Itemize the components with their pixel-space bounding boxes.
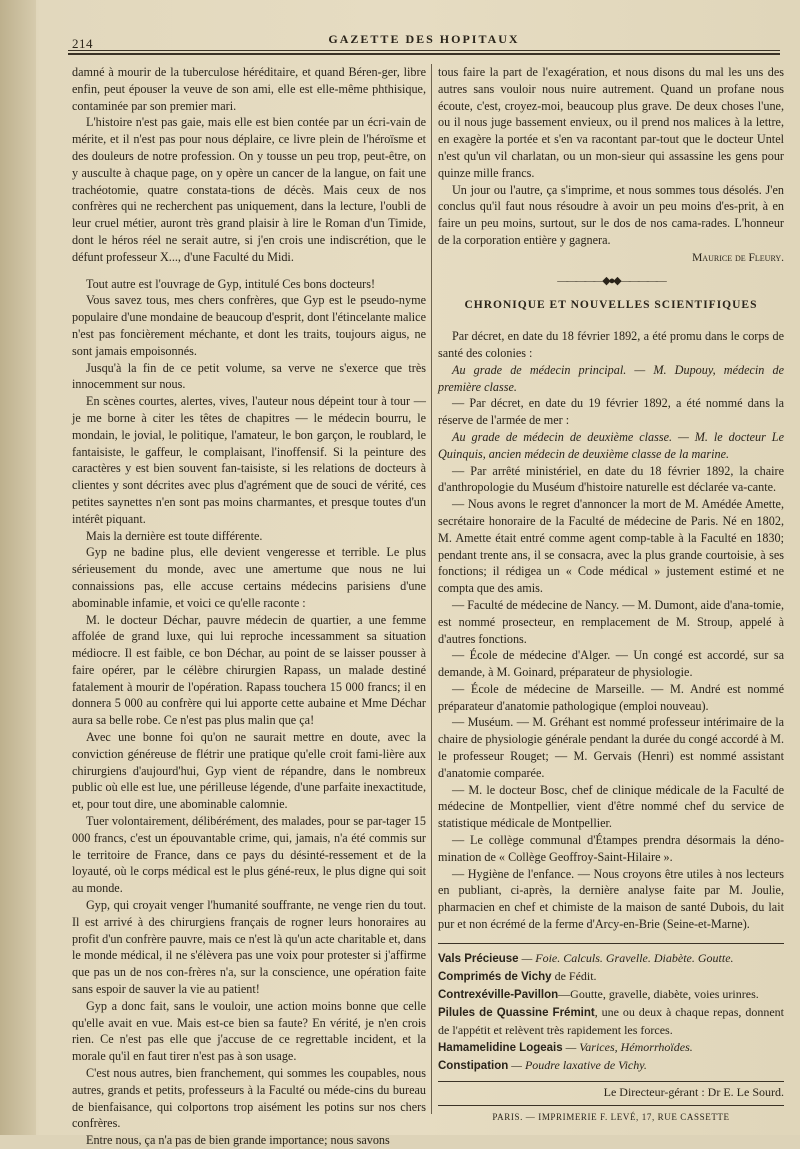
paragraph: M. le docteur Déchar, pauvre médecin de quartier, a une femme affolée de grand luxe, qui lui reproche incessamment sa situation médiocre. Il est faible, ce bon Déchar, au point de se laisser pousser à faire opérer, par le célèbre chirurgien Rapass, un malade destiné fatalement à mourir de l'opération. Rapass touchera 15 000 francs; il en donnera 5 000 au confrère qui lui apporte cette aubaine et Mme Déchar aura sa belle robe. Ce n'est pas plus malin que ça! xyxy=(72,612,426,728)
page-header xyxy=(68,28,780,54)
news-item: Au grade de médecin principal. — M. Dupouy, médecin de première classe. xyxy=(438,362,784,394)
column-divider xyxy=(431,64,432,1114)
news-item: — École de médecine de Marseille. — M. André est nommé préparateur d'anatomie pathologique (emploi nouveau). xyxy=(438,681,784,713)
ad-product-name: Contrexéville-Pavillon xyxy=(438,988,559,1001)
news-item: — M. le docteur Bosc, chef de clinique médicale de la Faculté de médecine de Montpellier, vient d'être nommé chef du service de statistique médicale de Montpellier. xyxy=(438,782,784,831)
paragraph: Gyp a donc fait, sans le vouloir, une action moins bonne que celle qu'elle avait en vue. Mais est-ce bien sa faute? En vérité, je n'en crois rien. Ce n'est pas elle que j'accuse de ce regrettable incident, et la morale qu'il en faut tirer n'est pas à son usage. xyxy=(72,998,426,1064)
ad-product-name: Constipation xyxy=(438,1059,509,1072)
news-item: — Muséum. — M. Gréhant est nommé professeur intérimaire de la chaire de physiologie générale pendant la durée du congé accordé à M. le professeur Rouget; — M. Gervais (Henri) est nommé assistant d'anatomie comparée. xyxy=(438,715,784,780)
ad-description: , une ou deux à chaque repas, donnent de l'appétit et relèvent très rapidement les forces. xyxy=(438,1004,784,1037)
page-number: 214 xyxy=(72,36,93,51)
page-binding-edge xyxy=(0,0,36,1135)
ad-product-name: Hamamelidine Logeais xyxy=(438,1041,563,1054)
news-item: — Faculté de médecine de Nancy. — M. Dumont, aide d'ana-tomie, est nommé prosecteur, en remplacement de M. Stroup, appelé à d'autres fonctions. xyxy=(438,597,784,646)
ad-description: — Poudre laxative de Vichy. xyxy=(508,1057,647,1072)
paragraph: Tout autre est l'ouvrage de Gyp, intitulé Ces bons docteurs! xyxy=(86,276,376,291)
newspaper-title: GAZETTE DES HOPITAUX xyxy=(328,32,520,46)
news-item: Au grade de médecin de deuxième classe. — M. le docteur Le Quinquis, ancien médecin de deuxième classe de la marine. xyxy=(438,429,784,461)
printer-imprint: PARIS. — IMPRIMERIE F. LEVÉ, 17, RUE CASSETTE xyxy=(438,1105,784,1126)
news-item: — École de médecine d'Alger. — Un congé est accordé, sur sa demande, à M. Goinard, préparateur de physiologie. xyxy=(438,648,784,680)
news-item: — Hygiène de l'enfance. — Nous croyons être utiles à nos lecteurs en publiant, ci-après, la dernière analyse faite par M. Joulie, pharmacien en chef et chimiste de la maison de santé Dubois, du lait pur et non écrémé de la ferme d'Arcy-en-Brie (Seine-et-Marne). xyxy=(438,866,784,932)
news-item: — Par arrêté ministériel, en date du 18 février 1892, la chaire d'anthropologie du Muséum d'histoire naturelle est déclarée va-cante. xyxy=(438,463,784,495)
paragraph: C'est nous autres, bien franchement, qui sommes les coupables, nous autres, grands et petits, professeurs à la Faculté ou méde-cins du bureau de bienfaisance, qui colportons trop aisément les potins sur nos chers confrères. xyxy=(72,1066,426,1131)
news-item: — Nous avons le regret d'annoncer la mort de M. Amédée Amette, secrétaire honoraire de la Faculté de médecine de Paris. Né en 1802, M. Amette était entré comme agent comp-table à la Faculté en 1830; pendant trente ans, il se consacra, avec la plus grande courtoisie, à ses fonctions; il rédigea un « Code médical » justement estimé et ne compta que des amis. xyxy=(438,497,784,596)
ad-description: —Goutte, gravelle, diabète, voies urinres. xyxy=(558,986,759,1001)
ad-line xyxy=(438,950,784,968)
paragraph: damné à mourir de la tuberculose héréditaire, et quand Béren-ger, libre enfin, peut épouser la veuve de son ami, elle est elle-même phthisique, contaminée par son premier mari. xyxy=(72,65,426,113)
ad-description: de Fédit. xyxy=(551,968,597,983)
left-column xyxy=(72,64,426,1149)
section-title: CHRONIQUE ET NOUVELLES SCIENTIFIQUES xyxy=(464,299,758,312)
section-ornament: ―――――◆●◆――――― xyxy=(557,274,665,287)
paragraph: Gyp ne badine plus, elle devient vengeresse et terrible. Le plus sérieusement du monde, avec une amertume que nous ne lui connaissions pas, elle accuse certains médecins parisiens d'une abominable infamie, et voici ce qu'elle raconte : xyxy=(72,545,426,610)
ad-line xyxy=(438,1004,784,1039)
paragraph: Vous savez tous, mes chers confrères, que Gyp est le pseudo-nyme populaire d'une mondaine de beaucoup d'esprit, dont l'étincelante malice n'est pas foncièrement méchante, et dont les traits, toujours aigus, ne sont jamais empoisonnés. xyxy=(72,293,426,358)
advertisements xyxy=(438,943,784,1075)
news-item: Par décret, en date du 18 février 1892, a été promu dans le corps de santé des colonies : xyxy=(438,329,784,360)
paragraph: Jusqu'à la fin de ce petit volume, sa verve ne s'exerce que très innocemment sur nous. xyxy=(72,360,426,392)
footer-rule xyxy=(438,1081,784,1082)
ad-line xyxy=(438,968,784,986)
author-signature: Maurice de Fleury. xyxy=(692,251,784,264)
paragraph: Avec une bonne foi qu'on ne saurait mettre en doute, avec la conviction généreuse de flétrir une pratique qu'elle croit fami-lière aux chirurgiens d'aujourd'hui, Gyp vient de répandre, dans le nombreux public où elle est lue, une périlleuse légende, d'une parfaite inexactitude, et, pour tout dire, une abominable calomnie. xyxy=(72,730,426,812)
paragraph: Gyp, qui croyait venger l'humanité souffrante, ne venge rien du tout. Il est arrivé à des chirurgiens français de rogner leurs honoraires au profit d'un confrère pauvre, mais ce n'est là qu'un acte charitable et, dans le monde médical, il ne s'élèvera pas une voix pour protester si j'affirme que pas un de nos con-frères n'a, sur la conscience, une opération faite sans espoir de sauver la vie au patient! xyxy=(72,898,426,997)
header-rule-thick xyxy=(68,53,780,55)
ad-line xyxy=(438,1039,784,1057)
paragraph: Tuer volontairement, délibérément, des malades, pour se par-tager 15 000 francs, c'est un épouvantable crime, qui, jamais, n'a été commis sur le territoire de France, dans ce pays du désinté-ressement et de la loyauté, où le corps médical est le plus géné-reux, le plus digne qui soit au monde. xyxy=(72,814,426,896)
ad-description: — Foie. Calculs. Gravelle. Diabète. Goutte. xyxy=(518,950,734,965)
news-item: — Le collège communal d'Étampes prendra désormais la déno-mination de « Collège Geoffroy-Saint-Hilaire ». xyxy=(438,833,784,864)
ad-description: — Varices, Hémorrhoïdes. xyxy=(562,1039,693,1054)
ad-line xyxy=(438,1057,784,1075)
ad-product-name: Vals Précieuse xyxy=(438,952,519,965)
ad-line xyxy=(438,986,784,1004)
paragraph: tous faire la part de l'exagération, et nous disons du mal les uns des autres sans vouloir nous nuire autrement. Quand un profane nous écoute, c'est, croyez-moi, beaucoup plus grave. De deux choses l'une, ou il nous juge bassement envieux, ou il prend nos malices à la lettre, en exagère la portée et s'en va racontant par-tout que le docteur Untel n'est qu'un vil charlatan, ou un mon-sieur qui assassine les gens pour quinze mille francs. xyxy=(438,65,784,180)
news-item: — Par décret, en date du 19 février 1892, a été nommé dans la réserve de l'armée de mer : xyxy=(438,396,784,428)
paragraph: Entre nous, ça n'a pas de bien grande importance; nous savons xyxy=(86,1133,390,1148)
paragraph: Un jour ou l'autre, ça s'imprime, et nous sommes tous désolés. J'en conclus qu'il faut nous résoudre à avoir un peu moins d'es-prit, à en faire un peu moins, surtout, sur le dos de nos cama-rades. L'honneur de la corporation entière y gagnera. xyxy=(438,182,784,247)
paragraph: En scènes courtes, alertes, vives, l'auteur nous dépeint tour à tour — je me borne à citer les têtes de chapitres — le médecin bourru, le mondain, le jovial, le politique, l'amateur, le bon garçon, le roublard, le fantaisiste, le gaffeur, le complaisant, l'inoffensif. Si la peinture des caractères y est bien souvent fan-taisiste, si les relations de docteurs à clientes y sont décrites avec plus d'agrément que de souci de vérité, ces petites saynettes n'en sont pas moins charmantes, et presque toutes d'un intérêt piquant. xyxy=(72,394,426,526)
right-column xyxy=(438,64,784,1125)
director-credit: Le Directeur-gérant : Dr E. Le Sourd. xyxy=(603,1084,784,1099)
header-rule xyxy=(68,50,780,51)
ad-product-name: Comprimés de Vichy xyxy=(438,970,552,983)
ad-product-name: Pilules de Quassine Frémint xyxy=(438,1006,595,1019)
paragraph: L'histoire n'est pas gaie, mais elle est bien contée par un écri-vain de mérite, et il n'est pas pour nous déplaire, ce livre plein de l'héroïsme et des douleurs de notre profession. On y tousse un peu trop, peut-être, on y ausculte à chaque page, on y opère un cancer de la langue, on fait une trachéotomie, quatre constata-tions de décès. Mais ceux de nos confrères qui ne recherchent pas uniquement, dans la lecture, l'oubli de leur cruel métier, auront très grand plaisir à lire le Roman d'un Timide, dont le héros réel ne serait autre, si j'en crois une indiscrétion, que le défunt professeur X..., d'une Faculté du Midi. xyxy=(72,115,426,264)
paragraph: Mais la dernière est toute différente. xyxy=(86,528,263,543)
